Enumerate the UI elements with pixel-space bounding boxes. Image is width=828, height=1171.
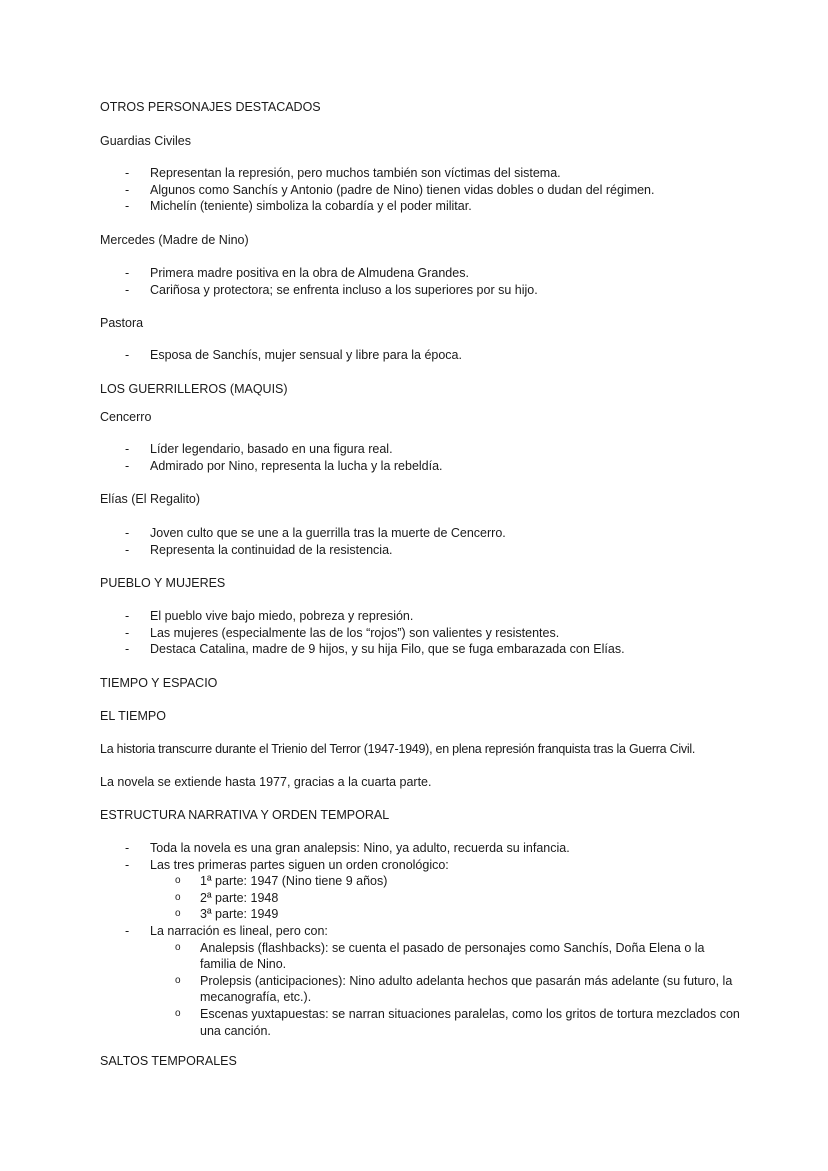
heading-estructura-narrativa: ESTRUCTURA NARRATIVA Y ORDEN TEMPORAL <box>100 808 390 822</box>
heading-otros-personajes: OTROS PERSONAJES DESTACADOS <box>100 100 321 114</box>
circle-bullet-icon: o <box>175 875 181 887</box>
list-estructura <box>100 840 740 1039</box>
subheading-cencerro: Cencerro <box>100 410 152 424</box>
heading-tiempo-espacio: TIEMPO Y ESPACIO <box>100 676 218 690</box>
circle-bullet-icon: o <box>175 974 181 986</box>
circle-bullet-icon: o <box>175 1007 181 1019</box>
sublist-item: o Prolepsis (anticipaciones): Nino adulto adelanta hechos que pasarán más adelante (su futuro, la mecanografía, etc.). <box>175 973 733 1005</box>
subheading-elias: Elías (El Regalito) <box>100 492 201 506</box>
circle-bullet-icon: o <box>175 908 181 920</box>
list-cencerro <box>100 441 740 474</box>
list-item: - La narración es lineal, pero con: o Analepsis (flashbacks): se cuenta el pasado de personajes como Sanchís, Doña Elena o la familia de Nino. o Prolepsis (anticipaciones): Nino adulto adelanta hechos que pasarán más adelante (su futuro, la mecanografía, etc.). o Escenas yuxtapuestas: se narran situaciones paralelas, como los gritos de tortura mezclados con una canción. <box>125 923 740 1038</box>
list-pastora <box>100 347 740 364</box>
paragraph-trienio: La historia transcurre durante el Trienio del Terror (1947-1949), en plena represión franquista tras la Guerra Civil. <box>100 742 696 756</box>
list-item: - Toda la novela es una gran analepsis: Nino, ya adulto, recuerda su infancia. <box>125 841 570 855</box>
heading-el-tiempo: EL TIEMPO <box>100 709 166 723</box>
subheading-guardias-civiles: Guardias Civiles <box>100 134 192 148</box>
list-item: - Algunos como Sanchís y Antonio (padre de Nino) tienen vidas dobles o dudan del régimen. <box>125 182 655 197</box>
list-item: - Representan la represión, pero muchos también son víctimas del sistema. <box>125 166 561 180</box>
sublist-item: o 1ª parte: 1947 (Nino tiene 9 años) <box>175 874 388 889</box>
list-item: - El pueblo vive bajo miedo, pobreza y represión. <box>125 609 414 623</box>
sublist-tecnicas <box>150 940 740 1040</box>
sublist-item: o Analepsis (flashbacks): se cuenta el pasado de personajes como Sanchís, Doña Elena o la familia de Nino. <box>175 940 705 972</box>
list-item: - Primera madre positiva en la obra de Almudena Grandes. <box>125 266 469 280</box>
paragraph-1977: La novela se extiende hasta 1977, gracias a la cuarta parte. <box>100 775 432 789</box>
heading-guerrilleros: LOS GUERRILLEROS (MAQUIS) <box>100 382 288 396</box>
circle-bullet-icon: o <box>175 941 181 953</box>
subheading-mercedes: Mercedes (Madre de Nino) <box>100 233 249 247</box>
list-item: - Joven culto que se une a la guerrilla tras la muerte de Cencerro. <box>125 526 506 540</box>
list-item: - Michelín (teniente) simboliza la cobardía y el poder militar. <box>125 199 472 214</box>
list-item: - Las mujeres (especialmente las de los “rojos”) son valientes y resistentes. <box>125 625 560 640</box>
list-guardias-civiles <box>100 165 740 215</box>
sublist-item: o 2ª parte: 1948 <box>175 890 279 905</box>
list-item: - Admirado por Nino, representa la lucha y la rebeldía. <box>125 458 443 473</box>
list-item: - Cariñosa y protectora; se enfrenta incluso a los superiores por su hijo. <box>125 282 538 297</box>
list-item: - Esposa de Sanchís, mujer sensual y libre para la época. <box>125 348 462 362</box>
list-item: - Las tres primeras partes siguen un orden cronológico: o 1ª parte: 1947 (Nino tiene 9 años) o 2ª parte: 1948 o 3ª parte: 1949 <box>100 857 740 923</box>
subheading-pastora: Pastora <box>100 316 144 330</box>
list-elias <box>100 525 740 558</box>
sublist-item: o Escenas yuxtapuestas: se narran situaciones paralelas, como los gritos de tortura mezclados con una canción. <box>175 1006 740 1038</box>
list-item: - Líder legendario, basado en una figura real. <box>125 442 393 456</box>
list-pueblo-mujeres <box>100 608 740 658</box>
sublist-partes <box>150 873 740 923</box>
sublist-item: o 3ª parte: 1949 <box>175 907 279 922</box>
list-mercedes <box>100 265 740 298</box>
list-item: - Representa la continuidad de la resistencia. <box>125 542 393 557</box>
list-item: - Destaca Catalina, madre de 9 hijos, y su hija Filo, que se fuga embarazada con Elías. <box>125 642 625 657</box>
heading-saltos-temporales: SALTOS TEMPORALES <box>100 1054 237 1068</box>
circle-bullet-icon: o <box>175 891 181 903</box>
heading-pueblo-mujeres: PUEBLO Y MUJERES <box>100 576 226 590</box>
